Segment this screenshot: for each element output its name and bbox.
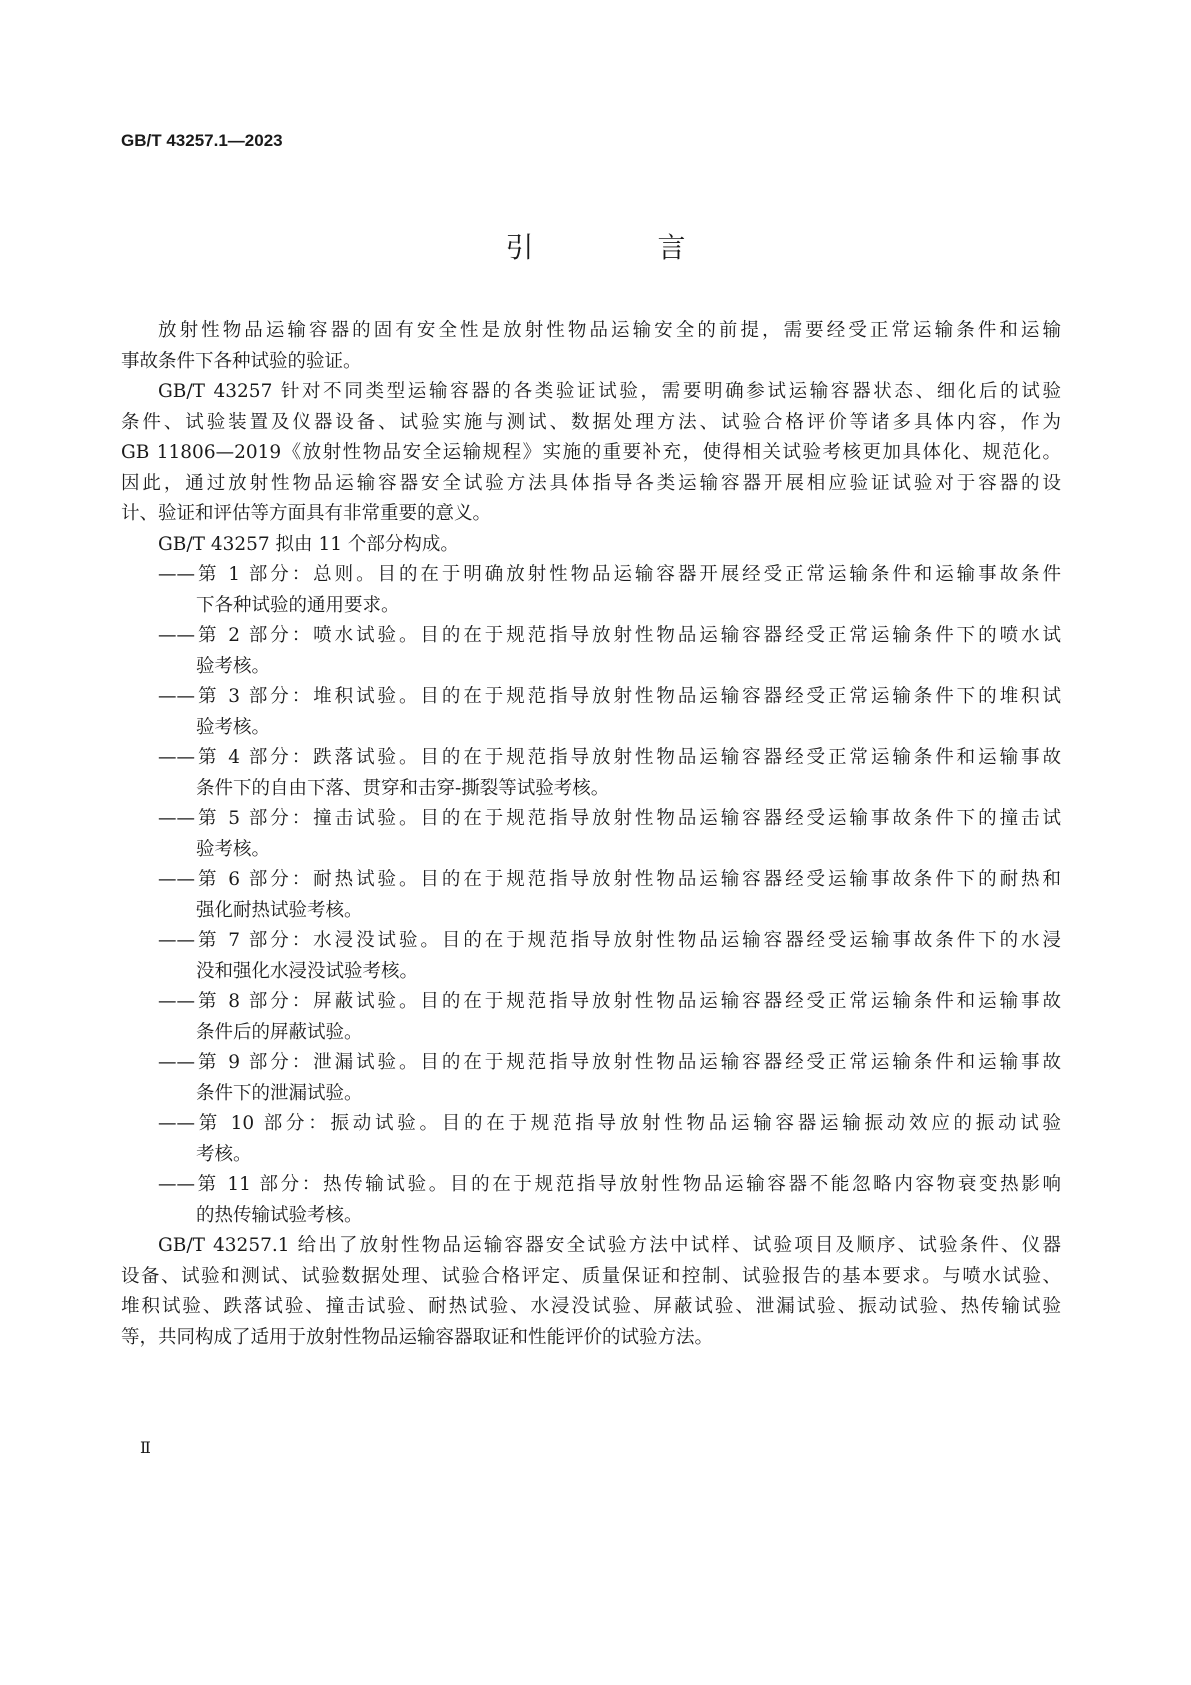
part-list-item xyxy=(121,682,1061,743)
text-line: 的热传输试验考核。 xyxy=(196,1204,363,1226)
part-list-item xyxy=(121,1170,1061,1231)
text-line: ——第 6 部分：耐热试验。目的在于规范指导放射性物品运输容器经受运输事故条件下的耐热和 xyxy=(158,869,1061,890)
text-line: GB/T 43257.1 给出了放射性物品运输容器安全试验方法中试样、试验项目及顺序、试验条件、仪器 xyxy=(158,1235,1061,1256)
text-line: ——第 10 部分：振动试验。目的在于规范指导放射性物品运输容器运输振动效应的振动试验 xyxy=(158,1113,1061,1134)
closing-paragraph xyxy=(121,1231,1061,1353)
text-line: 设备、试验和测试、试验数据处理、试验合格评定、质量保证和控制、试验报告的基本要求。与喷水试验、 xyxy=(121,1265,1061,1287)
text-line: 堆积试验、跌落试验、撞击试验、耐热试验、水浸没试验、屏蔽试验、泄漏试验、振动试验、热传输试验 xyxy=(121,1296,1061,1317)
text-line: 没和强化水浸没试验考核。 xyxy=(196,960,419,982)
text-line: ——第 4 部分：跌落试验。目的在于规范指导放射性物品运输容器经受正常运输条件和运输事故 xyxy=(158,747,1061,768)
part-list-item xyxy=(121,865,1061,926)
text-line: ——第 2 部分：喷水试验。目的在于规范指导放射性物品运输容器经受正常运输条件下的喷水试 xyxy=(158,625,1061,646)
text-line: 条件后的屏蔽试验。 xyxy=(196,1021,363,1043)
part-list-item xyxy=(121,1109,1061,1170)
part-list-item xyxy=(121,926,1061,987)
text-line: 条件下的自由下落、贯穿和击穿-撕裂等试验考核。 xyxy=(196,777,610,799)
section-title: 引 言 xyxy=(505,231,734,264)
part-list-item xyxy=(121,621,1061,682)
text-line: GB/T 43257 针对不同类型运输容器的各类验证试验，需要明确参试运输容器状态、细化后的试验 xyxy=(158,381,1061,402)
text-line: 等，共同构成了适用于放射性物品运输容器取证和性能评价的试验方法。 xyxy=(121,1326,714,1348)
text-line: ——第 11 部分：热传输试验。目的在于规范指导放射性物品运输容器不能忽略内容物衰变热影响 xyxy=(158,1174,1061,1195)
text-line: GB 11806—2019《放射性物品安全运输规程》实施的重要补充，使得相关试验考核更加具体化、规范化。 xyxy=(121,442,1061,463)
text-line: 验考核。 xyxy=(196,838,271,860)
text-line: 因此，通过放射性物品运输容器安全试验方法具体指导各类运输容器开展相应验证试验对于容器的设 xyxy=(121,472,1061,494)
text-line: ——第 8 部分：屏蔽试验。目的在于规范指导放射性物品运输容器经受正常运输条件和运输事故 xyxy=(158,991,1061,1012)
paragraph xyxy=(121,530,1061,561)
text-line: ——第 5 部分：撞击试验。目的在于规范指导放射性物品运输容器经受运输事故条件下的撞击试 xyxy=(158,808,1061,829)
text-line: 事故条件下各种试验的验证。 xyxy=(121,350,362,372)
part-list-item xyxy=(121,987,1061,1048)
text-line: 下各种试验的通用要求。 xyxy=(196,594,400,616)
page-number: Ⅱ xyxy=(140,1438,151,1457)
text-line: 条件下的泄漏试验。 xyxy=(196,1082,363,1104)
part-list-item xyxy=(121,804,1061,865)
paragraph xyxy=(121,316,1061,377)
text-line: 放射性物品运输容器的固有安全性是放射性物品运输安全的前提，需要经受正常运输条件和运输 xyxy=(158,320,1061,341)
part-list-item xyxy=(121,560,1061,621)
text-line: 验考核。 xyxy=(196,655,271,677)
text-line: ——第 1 部分：总则。目的在于明确放射性物品运输容器开展经受正常运输条件和运输事故条件 xyxy=(158,564,1061,585)
text-line: 条件、试验装置及仪器设备、试验实施与测试、数据处理方法、试验合格评价等诸多具体内容，作为 xyxy=(121,411,1061,433)
text-line: ——第 3 部分：堆积试验。目的在于规范指导放射性物品运输容器经受正常运输条件下的堆积试 xyxy=(158,686,1061,707)
part-list-item xyxy=(121,1048,1061,1109)
text-line: 计、验证和评估等方面具有非常重要的意义。 xyxy=(121,503,492,524)
text-line: 验考核。 xyxy=(196,716,271,738)
text-line: 考核。 xyxy=(196,1143,252,1165)
paragraph xyxy=(121,377,1061,530)
part-list-item xyxy=(121,743,1061,804)
text-line: ——第 9 部分：泄漏试验。目的在于规范指导放射性物品运输容器经受正常运输条件和运输事故 xyxy=(158,1052,1061,1073)
text-line: GB/T 43257 拟由 11 个部分构成。 xyxy=(158,533,459,555)
text-line: 强化耐热试验考核。 xyxy=(196,899,363,921)
text-line: ——第 7 部分：水浸没试验。目的在于规范指导放射性物品运输容器经受运输事故条件下的水浸 xyxy=(158,930,1061,951)
introduction-body xyxy=(121,316,1061,1353)
document-id-header: GB/T 43257.1—2023 xyxy=(121,131,283,150)
